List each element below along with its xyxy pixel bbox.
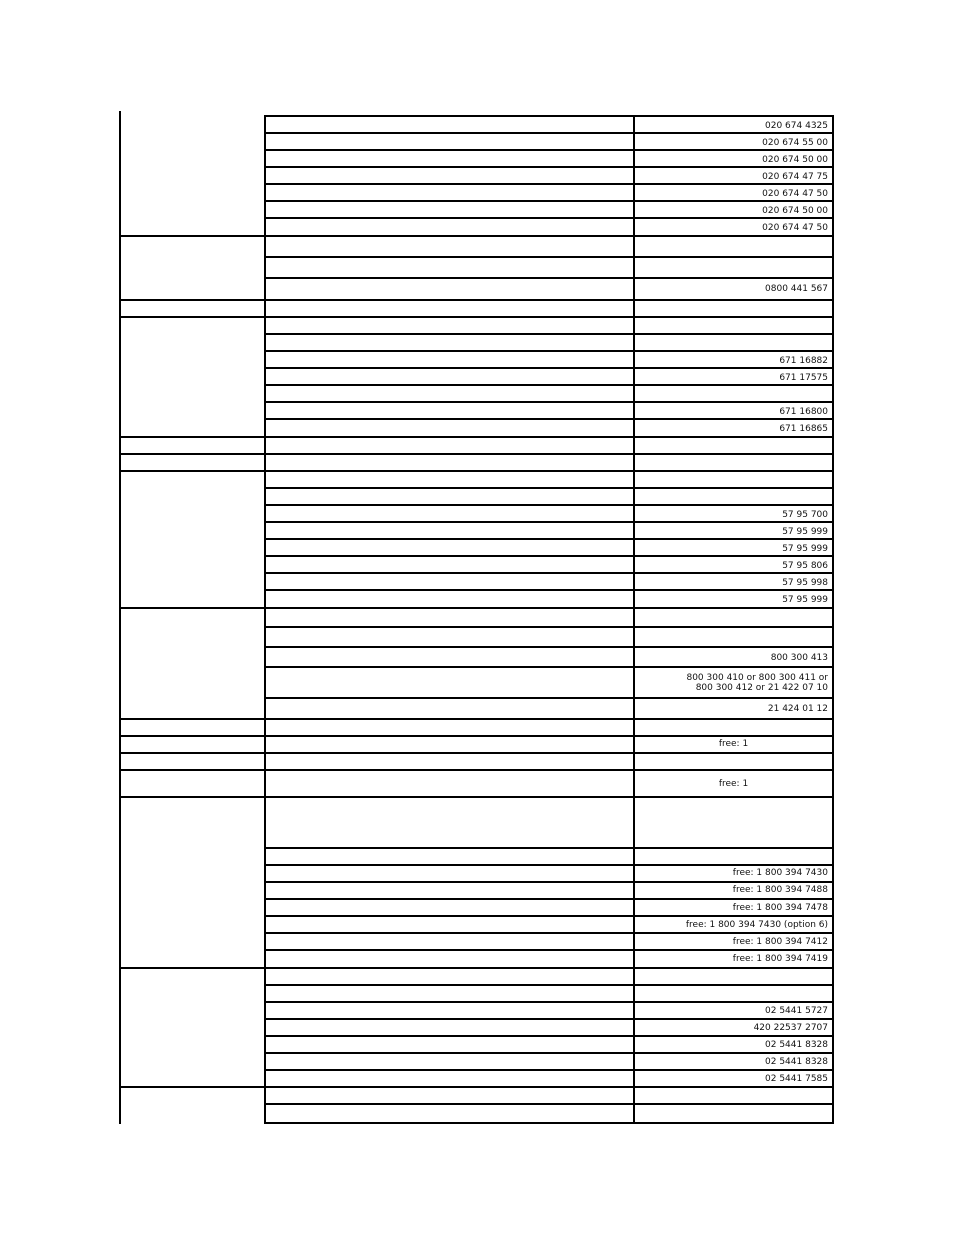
group-cell [119, 453, 264, 471]
phone-cell [633, 504, 834, 522]
description-cell [264, 401, 633, 419]
description-cell [264, 626, 633, 647]
phone-cell [633, 256, 834, 278]
phone-cell [633, 646, 834, 667]
description-cell [264, 864, 633, 882]
description-cell [264, 967, 633, 985]
description-cell [264, 847, 633, 865]
description-cell [264, 881, 633, 899]
phone-cell [633, 1069, 834, 1087]
phone-number: free: 1 800 394 7430 (option 6) [685, 920, 828, 930]
description-cell [264, 115, 633, 133]
group-cell [119, 769, 264, 797]
phone-cell [633, 384, 834, 402]
group-cell [119, 1086, 264, 1124]
group-cell [119, 752, 264, 770]
description-cell [264, 666, 633, 698]
description-cell [264, 932, 633, 950]
description-cell [264, 316, 633, 334]
phone-cell [633, 149, 834, 167]
description-cell [264, 367, 633, 385]
phone-cell [633, 235, 834, 258]
phone-number: 21 424 01 12 [767, 704, 828, 714]
description-cell [264, 752, 633, 770]
phone-cell [633, 949, 834, 968]
phone-number: 800 300 413 [770, 653, 828, 663]
phone-number: 671 17575 [779, 373, 828, 383]
phone-cell [633, 538, 834, 556]
phone-number: 671 16882 [779, 356, 828, 366]
description-cell [264, 521, 633, 539]
description-cell [264, 1052, 633, 1070]
description-cell [264, 589, 633, 608]
phone-cell [633, 333, 834, 351]
phone-cell [633, 418, 834, 437]
phone-number: 57 95 999 [782, 527, 828, 537]
phone-number: 020 674 50 00 [762, 206, 828, 216]
description-cell [264, 453, 633, 471]
description-cell [264, 333, 633, 351]
phone-cell [633, 796, 834, 848]
phone-cell [633, 217, 834, 236]
phone-cell [633, 115, 834, 133]
description-cell [264, 277, 633, 300]
description-cell [264, 166, 633, 184]
description-cell [264, 1069, 633, 1087]
description-cell [264, 769, 633, 797]
description-cell [264, 418, 633, 437]
phone-cell [633, 1035, 834, 1053]
phone-number: 57 95 700 [782, 510, 828, 520]
description-cell [264, 436, 633, 454]
phone-number: 020 674 47 50 [762, 189, 828, 199]
description-cell [264, 1103, 633, 1124]
group-cell [119, 316, 264, 437]
phone-number: 671 16800 [779, 407, 828, 417]
phone-cell [633, 626, 834, 647]
group-cell [119, 436, 264, 454]
phone-cell [633, 200, 834, 218]
phone-number: 02 5441 7585 [765, 1074, 828, 1084]
group-cell [119, 735, 264, 753]
phone-number: free: 1 800 394 7478 [732, 903, 828, 913]
phone-number: 800 300 412 or 21 422 07 10 [695, 683, 828, 693]
phone-number: 0800 441 567 [765, 284, 828, 294]
phone-cell [633, 299, 834, 317]
description-cell [264, 235, 633, 258]
phone-cell [633, 1001, 834, 1019]
phone-number: free: 1 800 394 7488 [732, 885, 828, 895]
description-cell [264, 646, 633, 667]
phone-cell [633, 470, 834, 488]
description-cell [264, 915, 633, 933]
description-cell [264, 697, 633, 719]
phone-cell [633, 915, 834, 933]
phone-cell [633, 589, 834, 608]
description-cell [264, 200, 633, 218]
phone-number: 020 674 47 75 [762, 172, 828, 182]
phone-cell [633, 752, 834, 770]
phone-cell [633, 1086, 834, 1104]
description-cell [264, 572, 633, 590]
phone-cell [633, 132, 834, 150]
phone-number: free: 1 [718, 739, 749, 749]
group-cell [119, 796, 264, 968]
phone-number: free: 1 800 394 7430 [732, 868, 828, 878]
phone-number: 57 95 998 [782, 578, 828, 588]
description-cell [264, 1018, 633, 1036]
phone-cell [633, 521, 834, 539]
phone-cell [633, 487, 834, 505]
description-cell [264, 796, 633, 848]
phone-cell [633, 166, 834, 184]
description-cell [264, 384, 633, 402]
description-cell [264, 555, 633, 573]
description-cell [264, 487, 633, 505]
phone-cell [633, 183, 834, 201]
phone-cell [633, 1018, 834, 1036]
description-cell [264, 718, 633, 736]
description-cell [264, 1035, 633, 1053]
phone-cell [633, 1052, 834, 1070]
phone-cell [633, 769, 834, 797]
phone-cell [633, 1103, 834, 1124]
description-cell [264, 1001, 633, 1019]
phone-cell [633, 967, 834, 985]
description-cell [264, 949, 633, 968]
phone-cell [633, 350, 834, 368]
phone-cell [633, 316, 834, 334]
description-cell [264, 898, 633, 916]
description-cell [264, 256, 633, 278]
description-cell [264, 504, 633, 522]
phone-cell [633, 401, 834, 419]
group-cell [119, 607, 264, 719]
group-cell [119, 718, 264, 736]
phone-cell [633, 847, 834, 865]
description-cell [264, 299, 633, 317]
phone-number: 57 95 999 [782, 544, 828, 554]
phone-cell [633, 436, 834, 454]
phone-number: free: 1 [718, 779, 749, 789]
phone-cell [633, 697, 834, 719]
description-cell [264, 1086, 633, 1104]
phone-cell [633, 898, 834, 916]
description-cell [264, 217, 633, 236]
phone-number: 02 5441 5727 [765, 1006, 828, 1016]
description-cell [264, 183, 633, 201]
description-cell [264, 132, 633, 150]
phone-number: 800 300 410 or 800 300 411 or [686, 673, 828, 683]
phone-number: 57 95 999 [782, 595, 828, 605]
group-cell [119, 235, 264, 300]
phone-number: 02 5441 8328 [765, 1040, 828, 1050]
description-cell [264, 350, 633, 368]
phone-number: 57 95 806 [782, 561, 828, 571]
group-cell [119, 470, 264, 608]
description-cell [264, 735, 633, 753]
phone-cell [633, 572, 834, 590]
description-cell [264, 538, 633, 556]
phone-cell [633, 666, 834, 698]
phone-number: 020 674 47 50 [762, 223, 828, 233]
phone-number: 671 16865 [779, 424, 828, 434]
group-cell [119, 967, 264, 1087]
phone-cell [633, 718, 834, 736]
phone-number: free: 1 800 394 7419 [732, 954, 828, 964]
phone-cell [633, 932, 834, 950]
phone-cell [633, 735, 834, 753]
phone-number: 020 674 50 00 [762, 155, 828, 165]
phone-cell [633, 277, 834, 300]
description-cell [264, 470, 633, 488]
group-cell [119, 111, 264, 236]
phone-number: 020 674 4325 [765, 121, 828, 131]
description-cell [264, 984, 633, 1002]
phone-cell [633, 607, 834, 627]
group-cell [119, 299, 264, 317]
phone-cell [633, 555, 834, 573]
phone-number: 020 674 55 00 [762, 138, 828, 148]
phone-cell [633, 881, 834, 899]
phone-number: 02 5441 8328 [765, 1057, 828, 1067]
phone-cell [633, 453, 834, 471]
phone-cell [633, 864, 834, 882]
description-cell [264, 607, 633, 627]
phone-number: free: 1 800 394 7412 [732, 937, 828, 947]
phone-number: 420 22537 2707 [753, 1023, 828, 1033]
description-cell [264, 149, 633, 167]
phone-cell [633, 367, 834, 385]
phone-cell [633, 984, 834, 1002]
